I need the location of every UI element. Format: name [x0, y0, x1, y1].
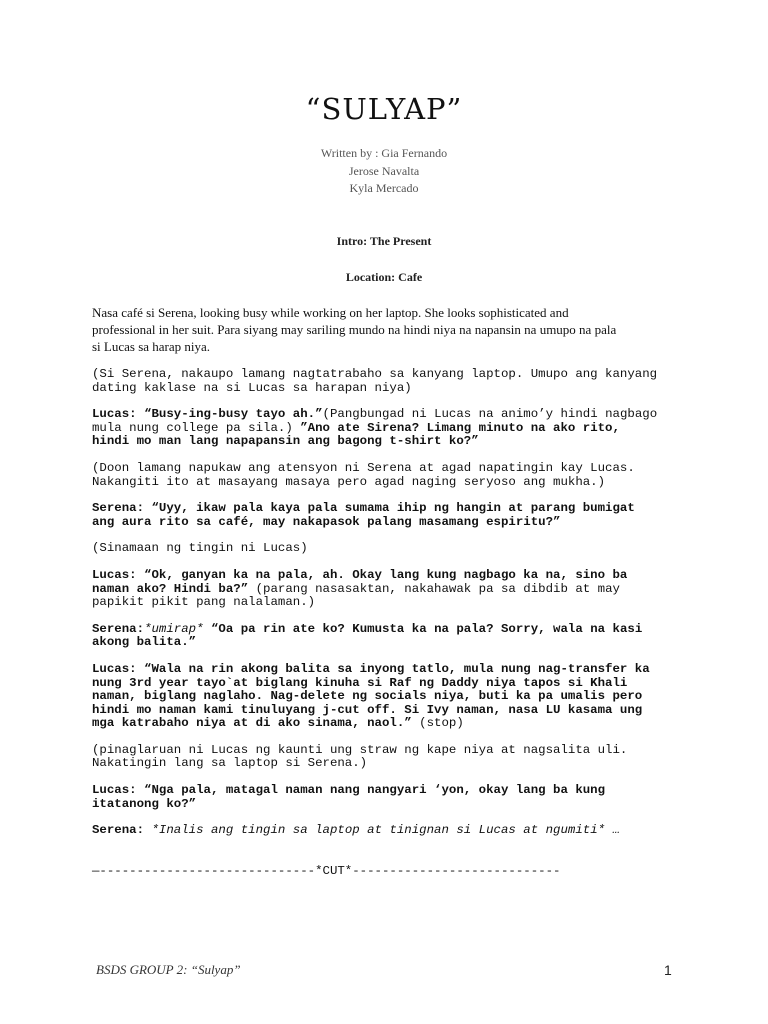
script-line: (Doon lamang napukaw ang atensyon ni Serena at agad napatingin kay Lucas. — [92, 460, 635, 475]
narration-line: professional in her suit. Para siyang may sariling mundo na hindi niya na napansin na umupo na pala — [92, 322, 617, 337]
script-line: Serena: “Uyy, ikaw pala kaya pala sumama ihip ng hangin at parang bumigat — [92, 501, 635, 516]
script-line — [92, 824, 692, 838]
stage-direction-text: (Pangbungad ni Lucas na animo’y hindi nagbago — [322, 407, 658, 422]
stage-direction — [92, 462, 692, 489]
script-line: Nakangiti ito at masayang masaya pero agad naging seryoso ang mukha.) — [92, 474, 606, 489]
action-text: *Inalis ang tingin sa laptop at tinignan si Lucas at ngumiti* … — [151, 823, 620, 838]
author-line: Written by : Gia Fernando — [320, 146, 448, 160]
cut-divider: —-----------------------------*CUT*---------------------------- — [92, 864, 561, 878]
script-line — [92, 422, 692, 436]
dialogue-text: “Busy-ing-busy tayo ah.” — [144, 407, 323, 422]
script-line: itatanong ko?” — [92, 796, 197, 811]
speaker-name: Lucas: — [92, 407, 145, 422]
dialogue-text: ”Ano ate Sirena? Limang minuto na ako rito, — [300, 420, 620, 435]
narration-paragraph — [92, 304, 692, 355]
page-number: 1 — [664, 962, 672, 978]
stage-direction — [92, 542, 692, 556]
script-line: (Si Serena, nakaupo lamang nagtatrabaho sa kanyang laptop. Umupo ang kanyang — [92, 367, 658, 381]
script-line: (Sinamaan ng tingin ni Lucas) — [92, 541, 308, 556]
dialogue-lucas — [92, 663, 692, 731]
narration-line: Nasa café si Serena, looking busy while working on her laptop. She looks sophisticated and — [92, 305, 569, 320]
stage-direction — [92, 744, 692, 771]
script-line: Lucas: “Wala na rin akong balita sa inyong tatlo, mula nung nag-transfer ka — [92, 661, 650, 676]
dialogue-text: mga katrabaho niya at di ako sinama, naol.” — [92, 716, 412, 731]
speaker-name: Serena: — [92, 823, 152, 838]
script-line: dating kaklase na si Lucas sa harapan niya) — [92, 380, 412, 395]
stage-direction-text: mula nung college pa sila.) — [92, 420, 301, 435]
script-line: nung 3rd year tayo`at biglang kinuha si Raf ng Daddy niya tapos si Khali — [92, 675, 628, 690]
stage-direction — [92, 368, 692, 395]
author-line: Kyla Mercado — [349, 181, 419, 195]
script-line — [92, 717, 692, 731]
author-credits — [0, 145, 768, 198]
speaker-name: Serena: — [92, 621, 145, 636]
script-line: Lucas: “Nga pala, matagal naman nang nangyari ‘yon, okay lang ba kung — [92, 783, 606, 798]
script-line — [92, 583, 692, 597]
dialogue-serena — [92, 502, 692, 529]
dialogue-lucas — [92, 784, 692, 811]
dialogue-lucas — [92, 569, 692, 610]
action-text: *umirap* — [144, 621, 204, 636]
script-body — [92, 368, 692, 851]
intro-heading: Intro: The Present — [336, 234, 432, 248]
script-line: papikit pikit pang nalalaman.) — [92, 595, 316, 610]
location-heading: Location: Cafe — [345, 270, 423, 284]
script-line — [92, 408, 692, 422]
narration-line: si Lucas sa harap niya. — [92, 339, 211, 354]
script-line: Lucas: “Ok, ganyan ka na pala, ah. Okay lang kung nagbago ka na, sino ba — [92, 567, 628, 582]
script-line: Nakatingin lang sa laptop si Serena.) — [92, 756, 368, 771]
dialogue-serena — [92, 623, 692, 650]
script-line: hindi mo naman kami tinuluyang j-cut off. Si Ivy naman, nasa LU kasama ung — [92, 702, 643, 717]
script-line: (pinaglaruan ni Lucas ng kaunti ung straw ng kape niya at nagsalita uli. — [92, 742, 628, 757]
dialogue-serena — [92, 824, 692, 838]
script-line: hindi mo man lang napapansin ang bagong t-shirt ko?” — [92, 434, 479, 449]
page-footer: BSDS GROUP 2: “Sulyap” — [96, 962, 241, 977]
dialogue-text: naman ako? Hindi ba?” — [92, 581, 249, 596]
script-line: naman, biglang naglaho. Nag-delete ng socials niya, buti ka pa umalis pero — [92, 689, 643, 704]
document-title: “SULYAP” — [305, 92, 463, 126]
script-line: akong balita.” — [92, 635, 197, 650]
script-line: ang aura rito sa café, may nakapasok palang masamang espiritu?” — [92, 514, 561, 529]
stage-direction-text: (stop) — [411, 716, 464, 731]
dialogue-text: “Oa pa rin ate ko? Kumusta ka na pala? Sorry, wala na kasi — [203, 621, 643, 636]
stage-direction-text: (parang nasasaktan, nakahawak pa sa dibdib at may — [248, 581, 620, 596]
author-line: Jerose Navalta — [348, 163, 420, 178]
dialogue-lucas — [92, 408, 692, 449]
script-line — [92, 623, 692, 637]
